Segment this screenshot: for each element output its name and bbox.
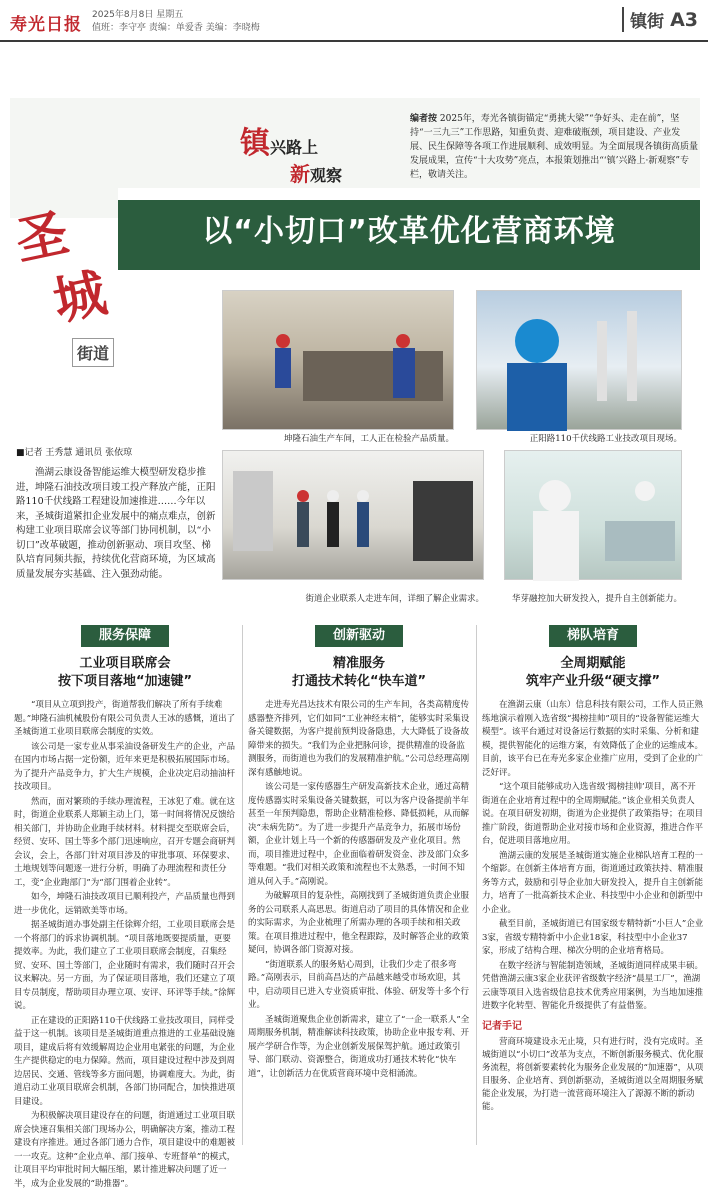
column-label: 服务保障 [81, 625, 169, 647]
column-logo [240, 118, 342, 187]
masthead-bar [0, 0, 708, 42]
photo-lab-art [505, 451, 683, 581]
caption-4: 华芽融控加大研发投入，提升自主创新能力。 [511, 594, 682, 604]
para: 在渔湖云康（山东）信息科技有限公司，工作人员正熟练地演示着刚入选省级“揭榜挂帅”项目的“设备智能运维大模型”。该平台通过对设备运行数据的实时采集、分析和建模，提供智能化的运维方案，有效降低了企业的运维成本。目前，该平台已在寿光多家企业推广应用，受到了企业的广泛好评。 [482, 700, 704, 778]
street-char-2: 城 [48, 262, 112, 333]
para: 该公司是一家传感器生产研发高新技术企业，通过高精度传感器实时采集设备关键数据，可以为客户设备提前半年甚至一年预判隐患，帮助企业精准检修、降低损耗，从而解决“未病先防”。为了进一步提升产品竞争力，拓展市场份额，企业计划上马一个新的传感器研发及产业化项目。然而，项目推进过程中，企业面临着研发资金、涉及部门众多等难题。“我们对相关政策和流程也不太熟悉，一时间不知道从何入手。”高刚说。 [248, 782, 470, 887]
editor-note [410, 112, 698, 182]
column-body [14, 699, 236, 1191]
editor-note-tag: 编者按 [410, 114, 438, 124]
column-body [248, 699, 470, 1081]
photo-line-project [476, 290, 682, 430]
para: 据圣城街道办事处副主任徐辉介绍，工业项目联席会是一个将部门的诉求协调机制。“项目落地既要提质量，更要提效率。为此，我们建立了工业项目联席会制度，召集经贸、安环、国土等部门，企业随时有需求，我们随时召开会议来解决。另一方面，为了保证项目落地，我们还建立了项目专员制度，帮助项目办理立项、安评、环评等手续。”徐辉说。 [14, 920, 236, 1011]
page-id [622, 7, 698, 32]
photo-liaison [222, 450, 484, 580]
para: “街道联系人的服务贴心周到，让我们少走了很多弯路。”高刚表示，目前高昌达的产品越来越受市场欢迎，其中，启动项目已进入专业资质审批、体验、研发等十多个行业。 [248, 959, 470, 1010]
headline: 以“小切口”改革优化营商环境 [202, 214, 616, 249]
column-service [14, 625, 236, 1192]
column-title-2: 按下项目落地“加速键” [57, 674, 193, 689]
section-name: 镇街 [622, 7, 664, 32]
byline: ■记者 王秀慧 通讯员 张依琼 [16, 448, 133, 458]
column-title-1: 精准服务 [332, 656, 385, 671]
photo-liaison-art [223, 451, 485, 581]
issue-date: 2025年8月8日 星期五 [92, 10, 184, 20]
para: 为积极解决项目建设存在的问题，街道通过工业项目联席会快速召集相关部门现场办公，明确解决方案，推动工程建设有序推进。通过各部门通力合作，项目建设中的难题被一一攻克。这种“企业点单、部门接单、专班督单”的模式，让项目平均审批时间大幅压缩，累计推进解决问题了近一半，成为企业发展的“助推器”。 [14, 1111, 236, 1189]
column-title-1: 全周期赋能 [560, 656, 626, 671]
column-title-1: 工业项目联席会 [79, 656, 171, 671]
photo-workshop [222, 290, 454, 430]
column-separator [242, 625, 243, 1145]
column-title-2: 筑牢产业升级“硬支撑” [525, 674, 661, 689]
page-number: A3 [670, 8, 698, 31]
reporter-note: 营商环境建设永无止境，只有进行时，没有完成时。圣城街道以“小切口”改革为支点，不断创新服务模式、优化服务流程，将创新要素转化为服务企业发展的“加速器”，从项目服务、企业培育、到创新驱动，圣城街道以全周期服务赋能企业发展，为打造一流营商环境注入了源源不断的新动能。 [482, 1037, 704, 1112]
column-cultivation [482, 625, 704, 1114]
para: “这个项目能够成功入选省级‘揭榜挂帅’项目，离不开街道在企业培育过程中的全周期赋能。”该企业相关负责人说。在项目研发初期，街道为企业提供了政策指导；在项目推广阶段，街道帮助企业对接市场和企业资源，推进合作平台，促进项目落地应用。 [482, 782, 704, 846]
column-label: 梯队培育 [549, 625, 637, 647]
para: 如今，坤隆石油技改项目已顺利投产，产品质量也得到进一步优化，远销欧美等市场。 [14, 892, 236, 916]
column-title [482, 655, 704, 691]
column-innovation [248, 625, 470, 1082]
para: 圣城街道聚焦企业创新需求，建立了“一企一联系人”全周期服务机制，精准解读科技政策，协助企业申报专利、开展产学研合作等，为企业创新发展保驾护航。通过政策引导、部门联动、资源整合，街道成功打通技术转化“快车道”，让创新活力在优质营商环境中竞相涌流。 [248, 1014, 470, 1079]
column-label: 创新驱动 [315, 625, 403, 647]
para: 渔湖云康的发展是圣城街道实施企业梯队培育工程的一个缩影。在创新主体培育方面，街道通过政策扶持、精准服务等方式，鼓励和引导企业加大研发投入，提升自主创新能力，培育了一批高新技术企业、科技型中小企业和创新型中小企业。 [482, 850, 704, 915]
street-char-1: 圣 [10, 202, 74, 273]
para: “项目从立项到投产，街道帮我们解决了所有手续难题。”坤隆石油机械股份有限公司负责人王冰的感慨，道出了圣城街道工业项目联席会制度的实效。 [14, 700, 236, 737]
para: 正在建设的正阳路110千伏线路工业技改项目，同样受益于这一机制。该项目是圣城街道重点推进的工业基础设施项目，建成后将有效缓解周边企业用电紧张的问题，为企业生产提供稳定的电力保障。然而，项目建设过程中涉及到周边居民、交通、管线等多方面问题，协调难度大。为此，街道启动工业项目联席会机制，各部门协同配合，加快推进项目建设。 [14, 1015, 236, 1107]
masthead-name: 寿光日报 [10, 15, 82, 35]
street-char-3: 街道 [72, 338, 114, 367]
dateline [92, 9, 260, 35]
reporter-note-heading: 记者手记 [482, 1020, 522, 1032]
para: 截至目前，圣城街道已有国家级专精特新“小巨人”企业3家，省级专精特新中小企业18家，科技型中小企业37家，形成了结构合理、梯次分明的企业培育格局。 [482, 919, 704, 956]
para: 该公司是一家专业从事采油设备研发生产的企业，产品在国内市场占据一定份额，近年来更是积极拓展国际市场。为了提升产品竞争力，扩大生产规模，企业决定启动抽油杆技改项目。 [14, 741, 236, 792]
caption-3: 街道企业联系人走进车间，详细了解企业需求。 [305, 594, 484, 604]
banner-gap [118, 188, 700, 200]
column-logo-x: 新 [290, 162, 310, 186]
para: 走进寿光昌达技术有限公司的生产车间，各类高精度传感器整齐排列，它们如同“工业神经末梢”，能够实时采集设备关键数据，为客户提前预判设备隐患，大大降低了设备故障带来的损失。“我们为企业把脉问诊，提供精准的设备监测服务，而街道也为我们的发展精准护航。”公司总经理高刚深有感触地说。 [248, 700, 470, 778]
lede-paragraph: 渔湖云康设备智能运维大模型研发稳步推进，坤隆石油技改项目竣工投产释放产能，正阳路110千伏线路工程建设加速推进……今年以来，圣城街道紧扣企业发展中的痛点难点，创新构建工业项目联席会议等部门协同机制，以“小切口”改革破题，推动创新驱动、项目攻坚、梯队培育同频共振，持续优化营商环境，为区域高质量发展夯实基础、注入强劲动能。 [16, 467, 216, 580]
column-title [14, 655, 236, 691]
caption-1: 坤隆石油生产车间，工人正在检验产品质量。 [283, 434, 454, 444]
column-logo-t: 兴路上 [270, 138, 319, 157]
column-title-2: 打通技术转化“快车道” [291, 674, 427, 689]
column-body [482, 699, 704, 1114]
para: 然而，面对繁琐的手续办理流程，王冰犯了难。就在这时，街道企业联系人郑颖主动上门，第一时间将情况反馈给相关部门，并协助企业跑手续材料。材料提交至联席会后，经贸、安环、国土等多个部门迅速响应，召开专题会商研判会议，会上，各部门针对项目涉及的审批事项、环保要求、土地规划等问题逐一进行分析，明确了办理流程和责任分工，变“企业跑部门”为“部门围着企业转”。 [14, 796, 236, 888]
para: 为破解项目的复杂性，高刚找到了圣城街道负责企业服务的公司联系人高思思。街道启动了项目的具体情况和企业的实际需求，为企业梳理了所需办理的各项手续和相关政策。在项目推进过程中，他全程跟踪，及时解答企业的政策疑问，协调各部门资源对接。 [248, 891, 470, 955]
column-logo-t2: 观察 [310, 166, 343, 185]
photo-workshop-art [223, 291, 455, 431]
column-title [248, 655, 470, 691]
photo-line-art [477, 291, 683, 431]
caption-2: 正阳路110千伏线路工业技改项目现场。 [529, 434, 682, 444]
column-separator [476, 625, 477, 1145]
street-logo [10, 202, 136, 420]
photo-lab [504, 450, 682, 580]
para: 在数字经济与智能制造领域，圣城街道同样成果丰硕。凭借渔湖云康3家企业获评省级数字经济“晨星工厂”，渔湖云康等项目入选省级信息技术优秀应用案例，为当地加速推进数字化转型、智能化升级提供了有益借鉴。 [482, 960, 704, 1011]
editor-credits: 值班：李守亭 责编：单爱香 美编：李晓梅 [92, 23, 260, 33]
editor-note-text: 2025年，寿光各镇街锚定“勇挑大梁”“争好头、走在前”，坚持“一三九三”工作思路，知重负责、迎难破瓶颈，项目建设、产业发展、民生保障等各项工作进展顺利、成效明显。为全面展现各镇街高质量发展成果，宣传“十大攻势”亮点，本报策划推出“‘镇’兴路上·新观察”专栏，敬请关注。 [410, 114, 699, 180]
column-logo-z: 镇 [240, 126, 270, 161]
